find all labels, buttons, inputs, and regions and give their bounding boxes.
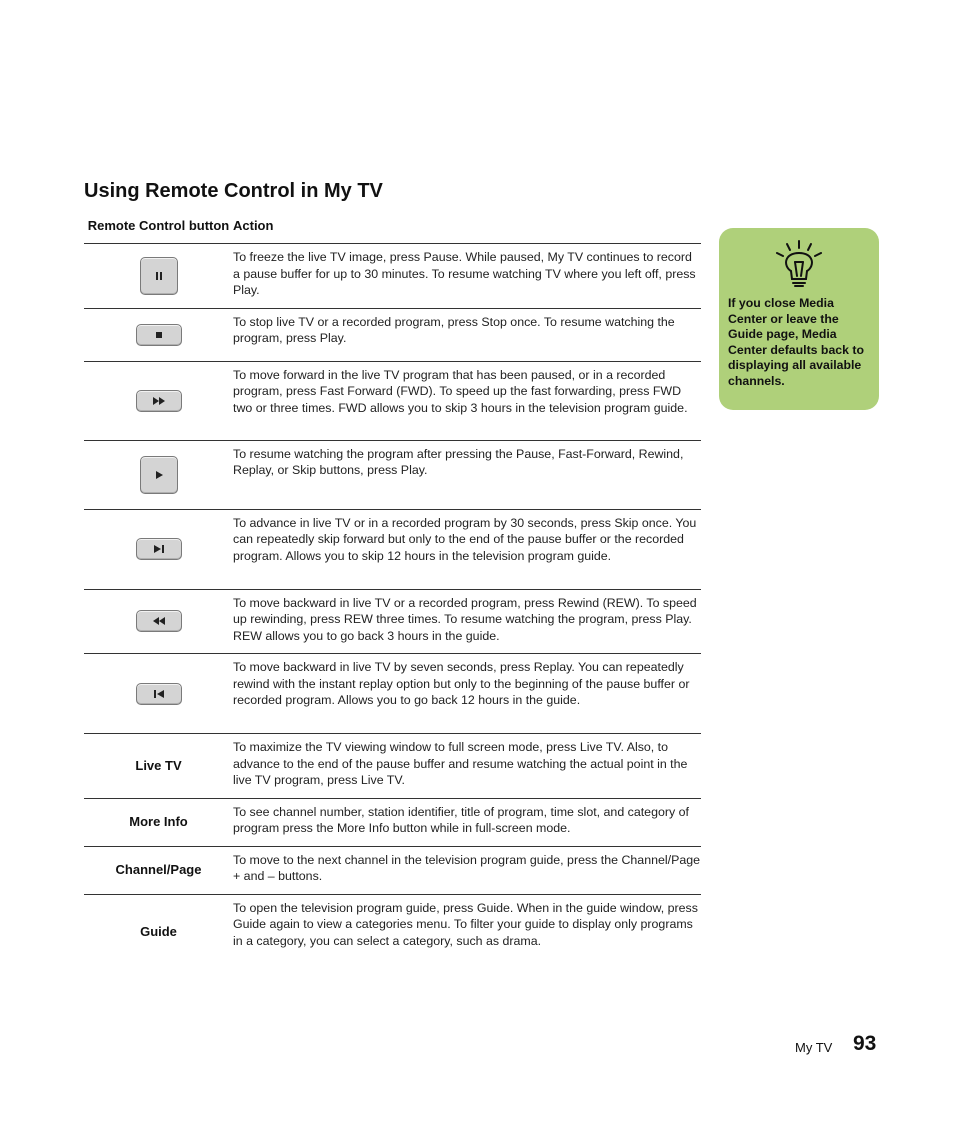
skip-icon — [152, 544, 166, 554]
action-text: To stop live TV or a recorded program, press Stop once. To resume watching the program, press Play. — [233, 308, 701, 361]
header-remote-control-button: Remote Control button — [87, 218, 230, 233]
table-row — [84, 509, 701, 589]
tip-text: If you close Media Center or leave the Guide page, Media Center defaults back to displaying all available channels. — [728, 296, 864, 388]
action-text: To move backward in live TV or a recorded program, press Rewind (REW). To speed up rewinding, press REW three times. To resume watching the program, press Play. REW allows you to go back 3 hours in the guide. — [233, 589, 701, 654]
action-text: To maximize the TV viewing window to full screen mode, press Live TV. Also, to advance to the end of the pause buffer and resume watching the actual point in the live TV program, press Live TV. — [233, 734, 701, 799]
action-text: To freeze the live TV image, press Pause. While paused, My TV continues to record a pause buffer for up to 30 minutes. To resume watching TV where you left off, press Play. — [233, 244, 701, 309]
table-row — [84, 440, 701, 509]
fast-forward-icon — [152, 396, 166, 406]
rewind-icon — [152, 616, 166, 626]
tip-box — [719, 228, 879, 410]
fast-forward-button — [136, 390, 182, 412]
action-text: To advance in live TV or in a recorded program by 30 seconds, press Skip once. You can repeatedly skip forward but only to the end of the pause buffer or the recorded program. Allows you to skip 12 hours in the television program guide. — [233, 509, 701, 589]
pause-button — [140, 257, 178, 295]
play-button — [140, 456, 178, 494]
table-row — [84, 654, 701, 734]
stop-button — [136, 324, 182, 346]
button-label-live-tv: Live TV — [84, 734, 233, 799]
button-label-channel-page: Channel/Page — [84, 846, 233, 894]
table-row — [84, 589, 701, 654]
pause-icon — [154, 271, 164, 281]
replay-icon — [152, 689, 166, 699]
table-row — [84, 734, 701, 799]
remote-control-table — [84, 218, 701, 970]
lightbulb-icon — [771, 238, 827, 290]
action-text: To open the television program guide, press Guide. When in the guide window, press Guide again to view a categories menu. To filter your guide to display only programs in a category, you can select a category, such as drama. — [233, 894, 701, 970]
replay-button — [136, 683, 182, 705]
table-row — [84, 894, 701, 970]
rewind-button — [136, 610, 182, 632]
stop-icon — [154, 330, 164, 340]
table-row — [84, 798, 701, 846]
table-header-row — [84, 218, 701, 244]
table-row — [84, 361, 701, 440]
footer-section-label: My TV — [795, 1040, 833, 1055]
table-row — [84, 244, 701, 309]
button-label-more-info: More Info — [84, 798, 233, 846]
button-label-guide: Guide — [84, 894, 233, 970]
table-row — [84, 846, 701, 894]
table-row — [84, 308, 701, 361]
play-icon — [154, 470, 164, 480]
action-text: To move backward in live TV by seven seconds, press Replay. You can repeatedly rewind with the instant replay option but only to the beginning of the pause buffer or recorded program. Allows you to go back 12 hours in the guide. — [233, 654, 701, 734]
action-text: To move to the next channel in the television program guide, press the Channel/Page + and – buttons. — [233, 846, 701, 894]
skip-button — [136, 538, 182, 560]
action-text: To resume watching the program after pressing the Pause, Fast-Forward, Rewind, Replay, or Skip buttons, press Play. — [233, 440, 701, 509]
action-text: To move forward in the live TV program that has been paused, or in a recorded program, press Fast Forward (FWD). To speed up the fast forwarding, press FWD two or three times. FWD allows you to skip 3 hours in the television program guide. — [233, 361, 701, 440]
header-action: Action — [233, 218, 274, 233]
page-number: 93 — [853, 1032, 877, 1055]
action-text: To see channel number, station identifier, title of program, time slot, and category of program press the More Info button while in full-screen mode. — [233, 798, 701, 846]
page-title: Using Remote Control in My TV — [84, 180, 383, 202]
